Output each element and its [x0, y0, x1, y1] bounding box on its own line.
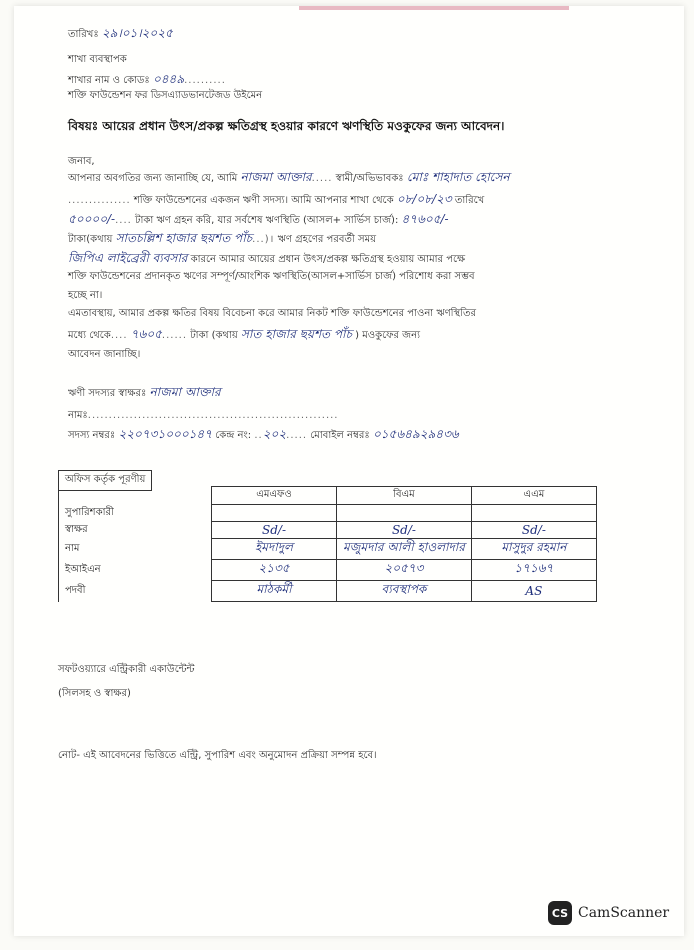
body-para2-line-3: আবেদন জানাচ্ছি। — [68, 349, 141, 360]
row-label: ইআইএন — [59, 560, 212, 581]
table-cell: মাসুদুর রহমান — [471, 539, 596, 560]
body-text: তারিখে — [454, 195, 485, 206]
date-value: ২৯।০১।২০২৫ — [101, 26, 173, 40]
branch-manager: শাখা ব্যবস্থাপক — [68, 54, 127, 65]
body-text: মধ্যে থেকে — [68, 330, 111, 341]
camscanner-logo-icon: CS — [548, 901, 572, 925]
member-signature-line — [68, 384, 221, 404]
row-label: সুপারিশকারী — [59, 505, 212, 522]
date-label: তারিখঃ — [68, 29, 99, 40]
outstanding-words: সাতচল্লিশ হাজার ছয়শত পাঁচ — [115, 231, 253, 245]
date-line — [68, 25, 173, 45]
table-cell: ২০৫৭৩ — [337, 560, 472, 581]
subject-line: বিষয়ঃ আয়ের প্রধান উৎস/প্রকল্প ক্ষতিগ্রস্থ হওয়ার কারণে ঋণস্থিতি মওকুফের জন্য আবেদন। — [68, 119, 505, 133]
branch-code: ০৪৪৯ — [152, 72, 185, 86]
body-line-2: ............... শক্তি ফাউন্ডেশনের একজন ঋণী সদস্য। আমি আপনার শাখা থেকে ০৮/০৮/২৩ তারিখে — [68, 192, 485, 206]
table-row — [59, 522, 597, 539]
table-cell: মজুমদার আলী হাওলাদার — [337, 539, 472, 560]
body-line-3: ৫০০০০/-.... টাকা ঋণ গ্রহন করি, যার সর্বশেষ ঋণস্থিতি (আসল+ সার্ভিস চার্জ): ৪৭৬০৫/- — [68, 212, 449, 226]
body-line-5 — [68, 250, 465, 270]
body-text: শক্তি ফাউন্ডেশনের একজন ঋণী সদস্য। আমি আপনার শাখা থেকে — [133, 195, 394, 206]
branch-name-label: শাখার নাম ও কোডঃ — [68, 75, 150, 86]
body-text: ঋণ গ্রহণের পরবর্তী সময় — [277, 234, 377, 245]
col-header-am: এএম — [471, 487, 596, 505]
waiver-words: সাত হাজার ছয়শত পাঁচ — [240, 327, 352, 341]
table-cell — [212, 505, 337, 522]
body-para2-line-2: মধ্যে থেকে.... ৭৬০৫...... টাকা (কথায় সাত হাজার ছয়শত পাঁচ ) মওকুফের জন্য — [68, 327, 420, 341]
office-use-title: অফিস কর্তৃক পূরণীয় — [65, 474, 146, 485]
body-para2-line-1: এমতাবস্থায়, আমার প্রকল্প ক্ষতির বিষয় বিবেচনা করে আমার নিকট শক্তি ফাউন্ডেশনের পাওনা ঋণস্থিতির — [68, 308, 477, 319]
table-corner — [59, 487, 212, 505]
col-header-bm: বিএম — [337, 487, 472, 505]
footer-note: নোট- এই আবেদনের ভিত্তিতে এন্ট্রি, সুপারিশ এবং অনুমোদন প্রক্রিয়া সম্পন্ন হবে। — [58, 750, 377, 761]
camscanner-brand: CamScanner — [578, 905, 670, 921]
table-cell: ইমদাদুল — [212, 539, 337, 560]
member-name-label: নামঃ — [68, 410, 88, 421]
table-cell: AS — [471, 581, 596, 602]
col-header-mfo: এমএফও — [212, 487, 337, 505]
body-text: ) মওকুফের জন্য — [355, 330, 420, 341]
center-label: কেন্দ্র নং: — [215, 430, 252, 441]
mobile-label: মোবাইল নম্বরঃ — [310, 430, 370, 441]
table-row — [59, 560, 597, 581]
org-name: শক্তি ফাউন্ডেশন ফর ডিসএ্যাডভানটেজড উইমেন — [68, 90, 263, 101]
table-row — [59, 539, 597, 560]
camscanner-watermark — [548, 901, 669, 925]
branch-line: শাখার নাম ও কোডঃ ০৪৪৯.......... — [68, 72, 226, 86]
body-line-4: টাকা(কথায় সাতচল্লিশ হাজার ছয়শত পাঁচ...)। ঋণ গ্রহণের পরবর্তী সময় — [68, 231, 377, 245]
page-top-edge — [299, 6, 569, 10]
approval-table — [58, 486, 597, 602]
table-cell: ১৭১৬৭ — [471, 560, 596, 581]
table-header-row — [59, 487, 597, 505]
member-number: ২২০৭৩১০০০১৪৭ — [118, 427, 213, 441]
salutation: জনাব, — [68, 156, 95, 167]
applicant-name: নাজমা আক্তার — [240, 170, 312, 184]
table-cell: মাঠকর্মী — [212, 581, 337, 602]
software-entry-sub: (সিলসহ ও স্বাক্ষর) — [58, 688, 131, 699]
table-cell: Sd/- — [212, 522, 337, 539]
loan-amount: ৫০০০০/- — [68, 212, 116, 226]
table-cell — [471, 505, 596, 522]
outstanding-amount: ৪৭৬০৫/- — [401, 212, 449, 226]
table-row — [59, 505, 597, 522]
member-sign-label: ঋণী সদস্যর স্বাক্ষরঃ — [68, 388, 147, 399]
member-no-label: সদস্য নম্বরঃ — [68, 430, 116, 441]
table-cell: ২১৩৫ — [212, 560, 337, 581]
guardian-name: মোঃ শাহাদাত হোসেন — [406, 170, 510, 184]
row-label: নাম — [59, 539, 212, 560]
table-row — [59, 581, 597, 602]
body-line-1: আপনার অবগতির জন্য জানাচ্ছি যে, আমি নাজমা আক্তার..... স্বামী/অভিভাবকঃ মোঃ শাহাদাত হোসেন — [68, 170, 510, 184]
table-cell: Sd/- — [337, 522, 472, 539]
body-line-6: শক্তি ফাউন্ডেশনের প্রদানকৃত ঋণের সম্পূর্ণ/আংশিক ঋণস্থিতি(আসল+সার্ভিস চার্জ) পরিশোধ করা সম্ভব — [68, 271, 475, 282]
body-text: টাকা (কথায় — [190, 330, 238, 341]
table-cell — [337, 505, 472, 522]
body-text: টাকা ঋণ গ্রহন করি, যার সর্বশেষ ঋণস্থিতি (আসল+ সার্ভিস চার্জ): — [135, 215, 399, 226]
center-number: ২০২ — [262, 427, 287, 441]
member-signature: নাজমা আক্তার — [149, 385, 221, 399]
member-name-line: নামঃ............................................................ — [68, 410, 339, 421]
loan-date: ০৮/০৮/২৩ — [396, 192, 452, 206]
waiver-amount: ৭৬০৫ — [130, 327, 162, 341]
body-text: আপনার অবগতির জন্য জানাচ্ছি যে, আমি — [68, 173, 238, 184]
damage-reason: জিপিএ লাইব্রেরী ব্যবসার — [68, 251, 188, 265]
body-text: কারনে আমার আয়ের প্রধান উৎস/প্রকল্প ক্ষতিগ্রস্থ হওয়ায় আমার পক্ষে — [190, 254, 466, 265]
row-label: পদবী — [59, 581, 212, 602]
row-label: স্বাক্ষর — [59, 522, 212, 539]
body-text: টাকা(কথায় — [68, 234, 113, 245]
mobile-number: ০১৫৬৪৯২৯৪৩৬ — [372, 427, 459, 441]
member-number-line: সদস্য নম্বরঃ ২২০৭৩১০০০১৪৭ কেন্দ্র নং: ..২০২..... মোবাইল নম্বরঃ ০১৫৬৪৯২৯৪৩৬ — [68, 427, 459, 441]
software-entry-label: সফটওয়্যারে এন্ট্রিকারী একাউন্টেন্ট — [58, 664, 195, 675]
table-cell: Sd/- — [471, 522, 596, 539]
document-page — [14, 6, 684, 936]
body-line-7: হচ্ছে না। — [68, 290, 103, 301]
table-cell: ব্যবস্থাপক — [337, 581, 472, 602]
body-text: স্বামী/অভিভাবকঃ — [335, 173, 404, 184]
